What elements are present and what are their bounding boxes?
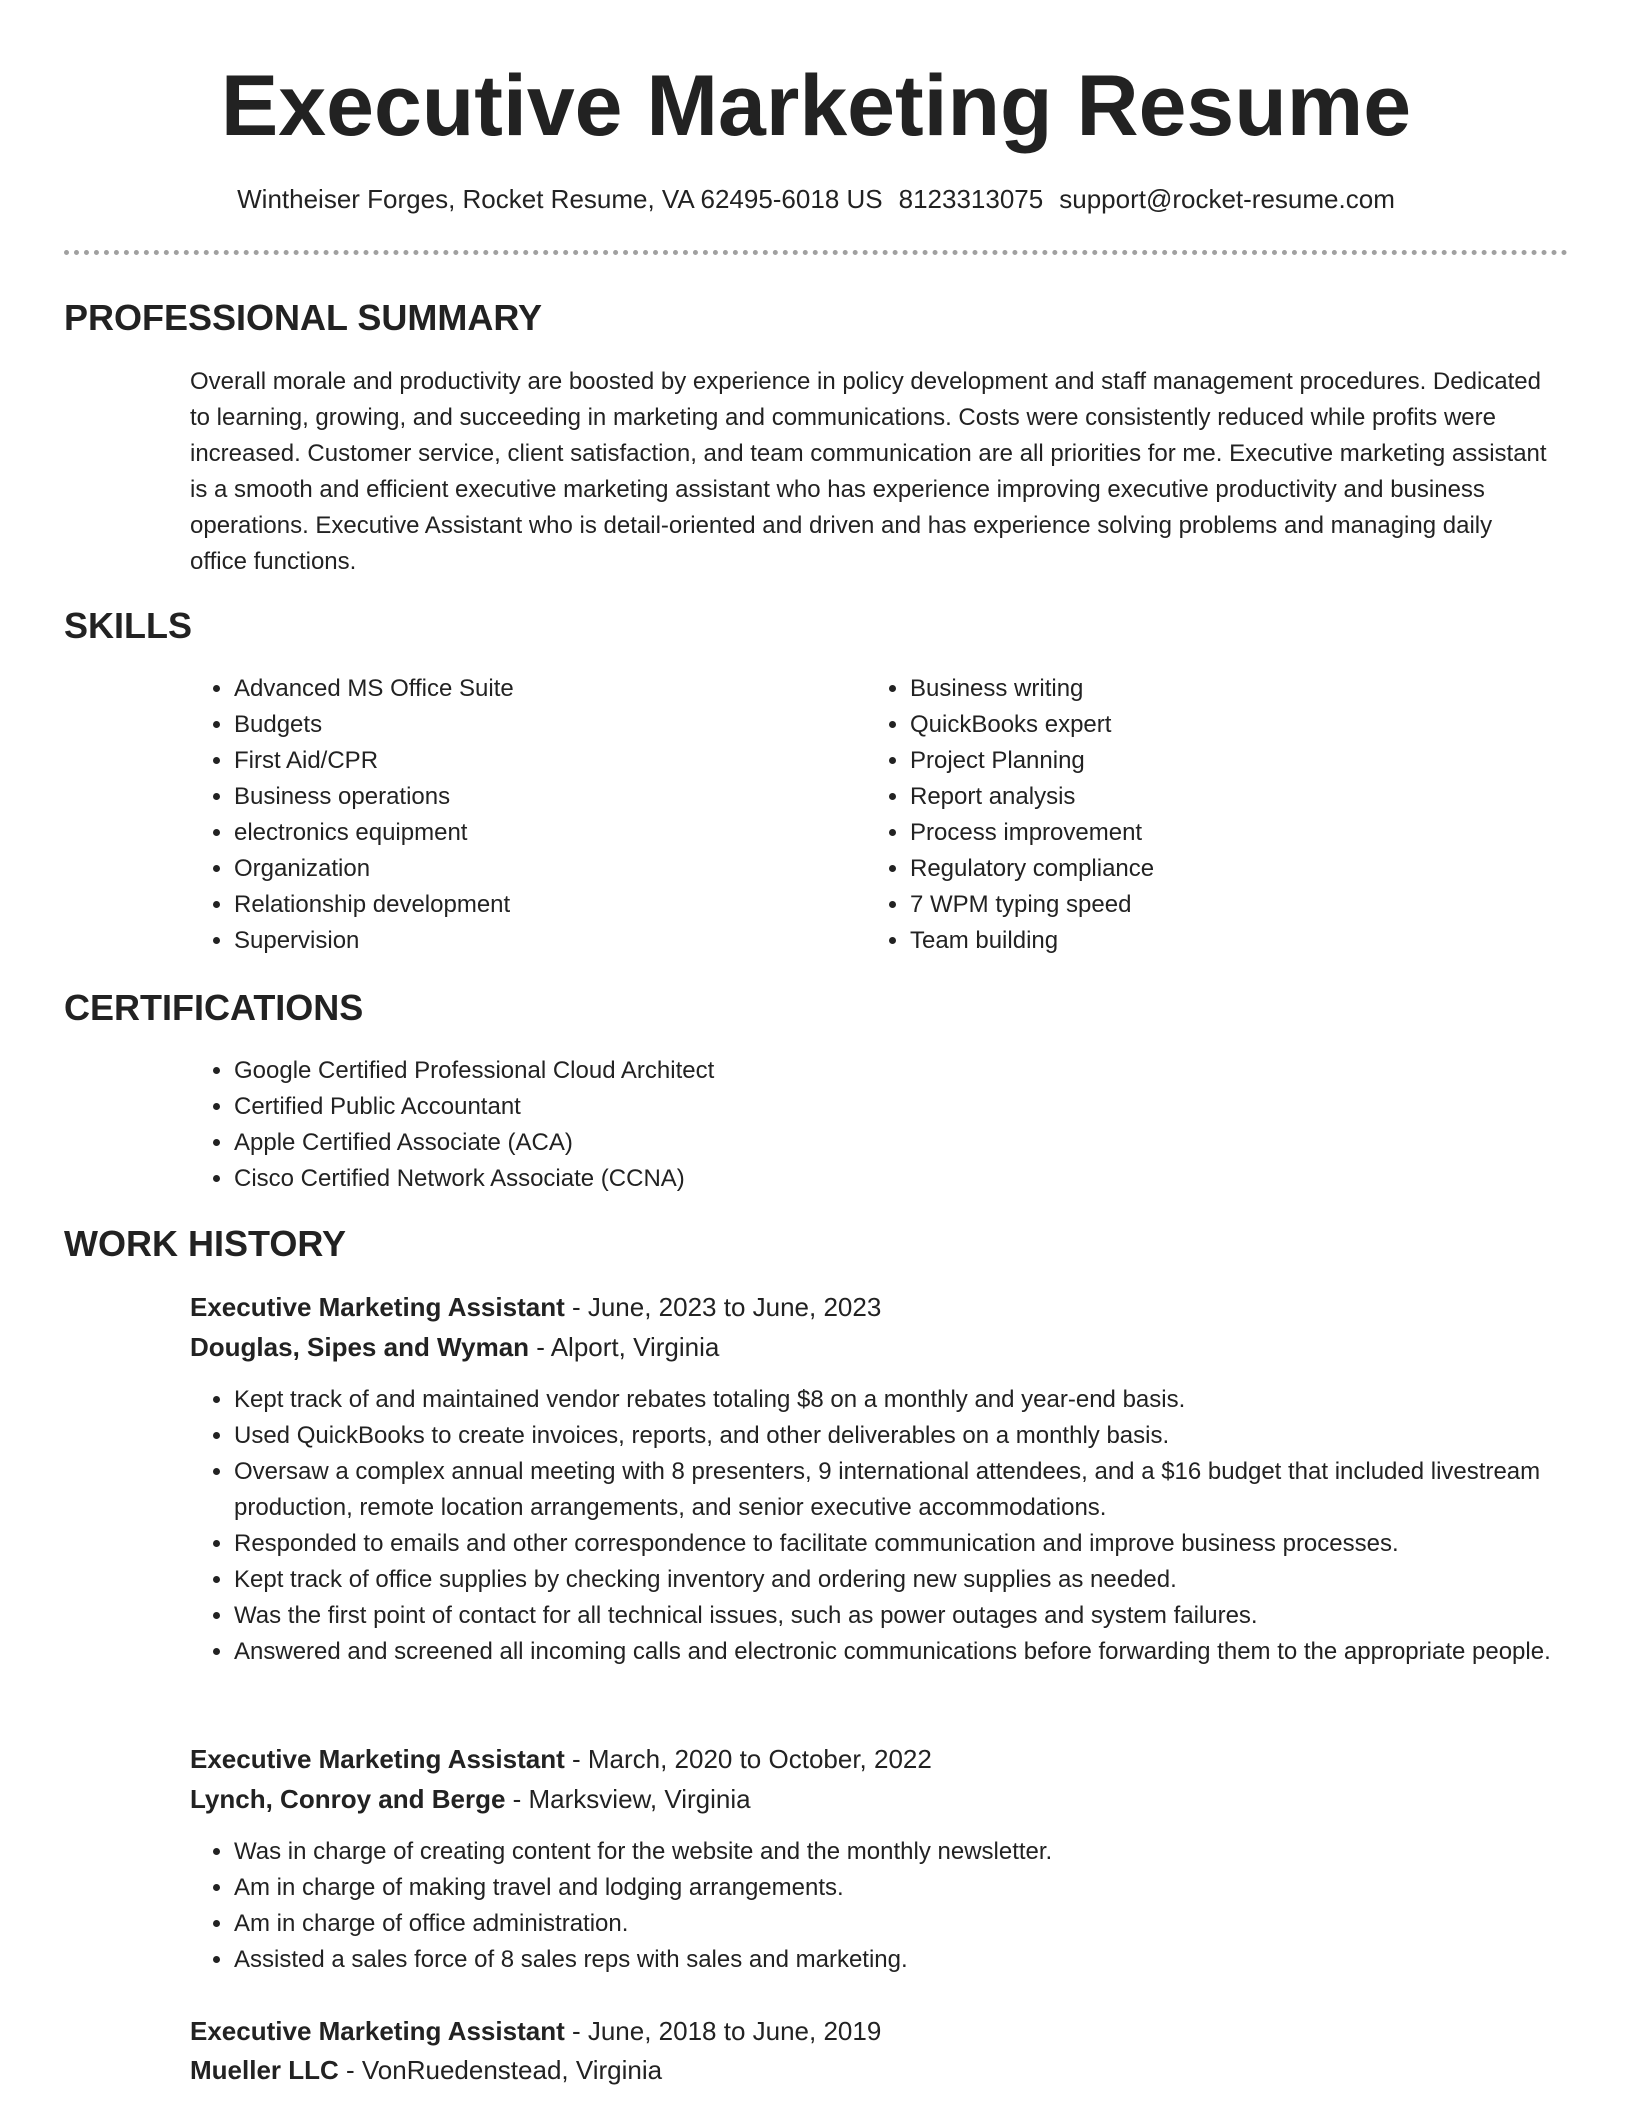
job-role-line [190,1289,881,1325]
job-dates: - June, 2023 to June, 2023 [564,1292,882,1322]
job-role-line [190,2013,881,2049]
job-bullet: • Am in charge of making travel and lodging arrangements. [234,1870,1594,1906]
summary-heading: PROFESSIONAL SUMMARY [64,297,543,338]
summary-text: Overall morale and productivity are boosted by experience in policy development and staff management procedures. Dedicated to learning, growing, and succeeding in marketing and communications. Costs were consistently reduced while profits were increased. Customer service, client satisfaction, and team communication are all priorities for me. Executive marketing assistant is a smooth and efficient executive marketing assistant who has experience improving executive productivity and business operations. Executive Assistant who is detail-oriented and driven and has experience solving problems and managing daily office functions. [190,368,1547,575]
skill-item: • Business writing [910,671,1530,707]
skill-item: • Report analysis [910,779,1530,815]
job-bullet: • Oversaw a complex annual meeting with 8 presenters, 9 international attendees, and a $16 budget that included livestream production, remote location arrangements, and senior executive accommodations. [234,1454,1594,1526]
job-role: Executive Marketing Assistant [190,1292,565,1322]
job-location: - VonRuedenstead, Virginia [338,2055,663,2085]
job-role-line [190,1741,932,1777]
skill-item: • electronics equipment [234,815,854,851]
skill-item: • Process improvement [910,815,1530,851]
job-bullet: • Assisted a sales force of 8 sales reps with sales and marketing. [234,1942,1594,1978]
job-bullet: • Used QuickBooks to create invoices, reports, and other deliverables on a monthly basis. [234,1418,1594,1454]
contact-phone: 8123313075 [898,184,1044,214]
certification-item: • Certified Public Accountant [234,1089,1534,1125]
skill-item: • First Aid/CPR [234,743,854,779]
certification-item: • Cisco Certified Network Associate (CCNA) [234,1161,1534,1197]
contact-line [0,182,1632,216]
skill-item: • Organization [234,851,854,887]
certification-item: • Google Certified Professional Cloud Architect [234,1053,1534,1089]
job-dates: - March, 2020 to October, 2022 [564,1744,932,1774]
job-bullet: • Kept track of and maintained vendor rebates totaling $8 on a monthly and year-end basis. [234,1382,1594,1418]
job-role: Executive Marketing Assistant [190,1744,565,1774]
job-company: Mueller LLC [190,2055,339,2085]
skill-item: • Regulatory compliance [910,851,1530,887]
certification-item: • Apple Certified Associate (ACA) [234,1125,1534,1161]
job-company-line [190,1781,751,1817]
job-bullet: • Was the first point of contact for all technical issues, such as power outages and system failures. [234,1598,1594,1634]
job-company: Lynch, Conroy and Berge [190,1784,506,1814]
skills-list-right [866,671,1530,959]
resume-title: Executive Marketing Resume [220,58,1412,154]
job-bullet: • Answered and screened all incoming calls and electronic communications before forwarding them to the appropriate people. [234,1634,1594,1670]
job-bullet: • Was in charge of creating content for the website and the monthly newsletter. [234,1834,1594,1870]
contact-email: support@rocket-resume.com [1059,184,1395,214]
contact-address: Wintheiser Forges, Rocket Resume, VA 62495-6018 US [237,184,883,214]
job-bullet: • Responded to emails and other correspondence to facilitate communication and improve business processes. [234,1526,1594,1562]
job-company-line [190,1329,719,1365]
job-location: - Marksview, Virginia [505,1784,751,1814]
job-bullet: • Am in charge of office administration. [234,1906,1594,1942]
certifications-heading: CERTIFICATIONS [64,987,364,1028]
job-bullets [190,1834,1594,1978]
job-location: - Alport, Virginia [529,1332,720,1362]
skill-item: • Project Planning [910,743,1530,779]
skill-item: • Business operations [234,779,854,815]
certifications-list [190,1053,1534,1197]
skill-item: • Relationship development [234,887,854,923]
skill-item: • Team building [910,923,1530,959]
job-dates: - June, 2018 to June, 2019 [564,2016,882,2046]
skill-item: • Budgets [234,707,854,743]
skills-heading: SKILLS [64,605,193,646]
skill-item: • Advanced MS Office Suite [234,671,854,707]
skill-item: • Supervision [234,923,854,959]
work-history-heading: WORK HISTORY [64,1223,347,1264]
skill-item: • QuickBooks expert [910,707,1530,743]
skills-list-left [190,671,854,959]
job-company: Douglas, Sipes and Wyman [190,1332,530,1362]
job-role: Executive Marketing Assistant [190,2016,565,2046]
job-company-line [190,2052,662,2088]
header-divider [64,250,1568,255]
job-bullet: • Kept track of office supplies by checking inventory and ordering new supplies as needed. [234,1562,1594,1598]
job-bullets [190,1382,1594,1670]
skill-item: • 7 WPM typing speed [910,887,1530,923]
